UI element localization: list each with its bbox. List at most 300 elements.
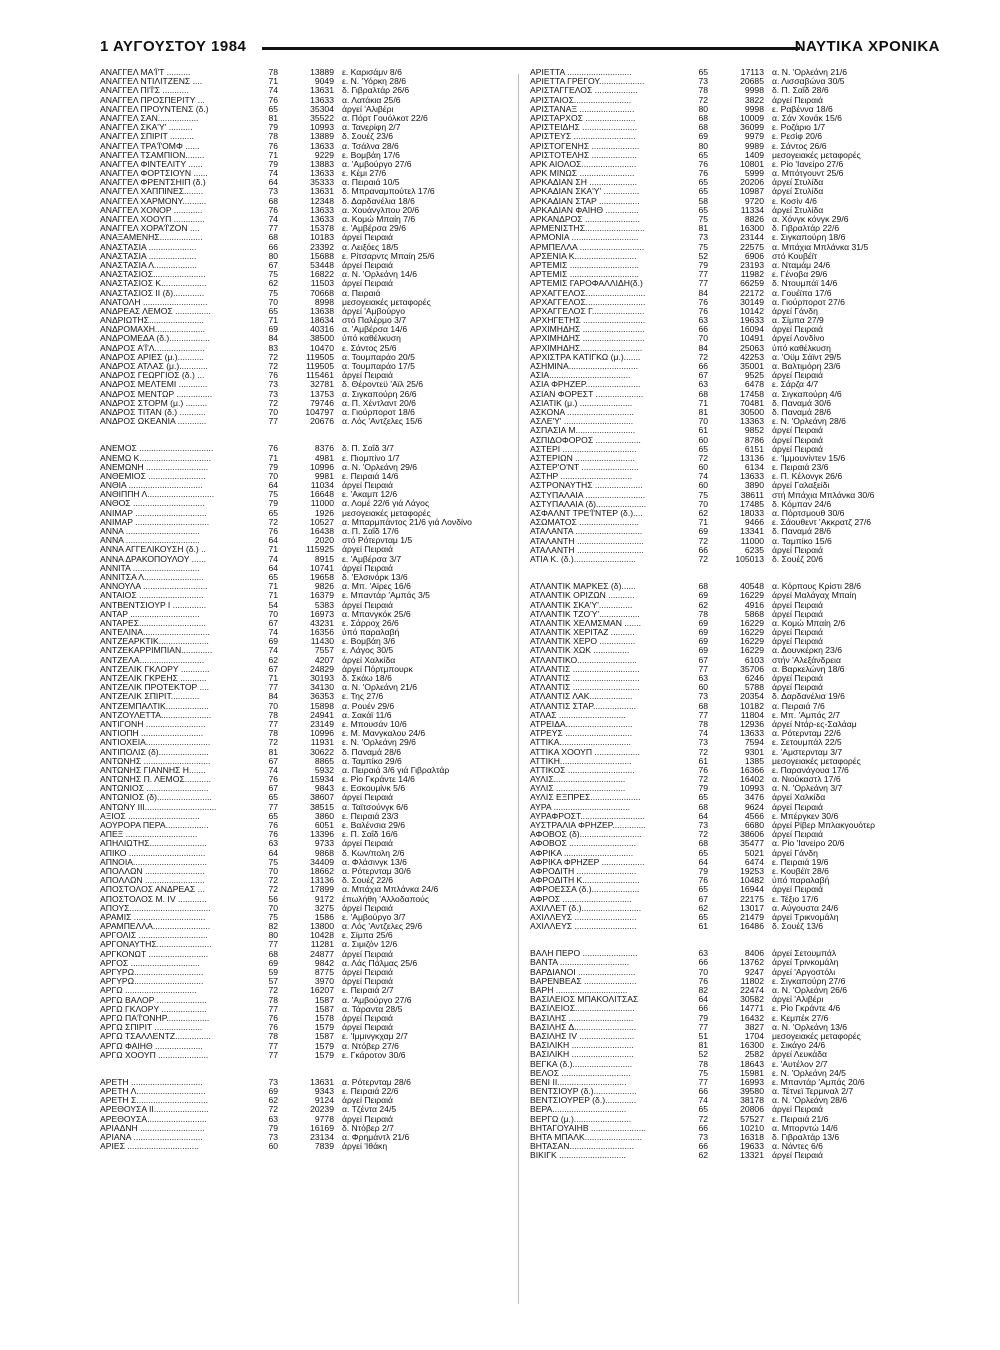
- ship-tonnage: 6151: [744, 443, 764, 454]
- ship-tonnage: 10741: [310, 562, 334, 573]
- ship-status: άργεί Ντάρ-ες-Σαλάαμ: [772, 719, 857, 729]
- ship-row: [100, 1014, 512, 1023]
- ship-row: [100, 1023, 512, 1032]
- ship-status: α. 'Οϋμ Σάϊντ 29/5: [772, 352, 842, 362]
- ship-row: [100, 784, 512, 793]
- ship-status: α. Μπαρμπάντος 21/6 γιά Λονδίνο: [342, 517, 472, 527]
- ship-status: άργεί Γαλαξείδι: [772, 481, 830, 491]
- header-rule: [262, 47, 800, 50]
- ship-name: ΑΝΤΖΕΛΙΚ ΣΠΙΡΙΤ............: [100, 692, 200, 702]
- ship-row: [100, 390, 512, 399]
- ship-row: [100, 142, 512, 151]
- ship-tonnage: 16438: [310, 526, 334, 536]
- ship-status: α. Σακάϊ 11/6: [342, 710, 392, 720]
- ship-status: α. Δουνκέρκη 23/6: [772, 646, 842, 656]
- ship-row: [100, 950, 512, 959]
- ship-year: 75: [698, 1067, 708, 1078]
- ship-tonnage: 34409: [310, 856, 334, 867]
- ship-year: 62: [268, 278, 278, 289]
- ship-row: [530, 738, 942, 747]
- ship-tonnage: 119505: [305, 351, 334, 362]
- ship-tonnage: 16229: [740, 645, 764, 656]
- ship-name: ΑΝΑΓΓΕΛ ΦΟΡΤΣΙΟΥΝ ......: [100, 169, 208, 179]
- ship-name: ΑΝΤΑΡΕΣ............................: [100, 618, 206, 628]
- ship-name: ΑΡΕΤΗ Λ.............................: [100, 1087, 206, 1097]
- ship-year: 76: [698, 875, 708, 886]
- ship-name: ΑΝΔΡΟΣ ΜΕΝΤΩΡ ...............: [100, 389, 213, 399]
- ship-group: [100, 444, 512, 1060]
- ship-tonnage: 13631: [310, 85, 334, 96]
- ship-row: [530, 968, 942, 977]
- ship-name: ΑΡΙΣΤΑΡΧΟΣ .....................: [530, 113, 636, 123]
- ship-year: 77: [268, 1040, 278, 1051]
- ship-tonnage: 9343: [314, 1086, 334, 1097]
- ship-tonnage: 10183: [310, 232, 334, 243]
- ship-year: 68: [698, 122, 708, 133]
- ship-tonnage: 20206: [740, 177, 764, 188]
- ship-row: [100, 444, 512, 453]
- ship-status: ε. Σάρροχ 26/6: [342, 618, 399, 628]
- ship-name: ΑΡΓΩ ΧΟΟΥΠ .....................: [100, 1050, 209, 1060]
- ship-name: ΑΣΤΡΟΝΑΥΤΗΣ ....................: [530, 481, 643, 491]
- ship-row: [100, 380, 512, 389]
- ship-tonnage: 9868: [314, 847, 334, 858]
- ship-status: ε. 'Ακαμπ 12/6: [342, 490, 398, 500]
- ship-row: [100, 325, 512, 334]
- ship-row: [100, 197, 512, 206]
- ship-year: 77: [268, 682, 278, 693]
- ship-status: άργεί Πειραιά: [342, 545, 393, 555]
- ship-name: ΑΡΑΜΠΕΛΛΑ........................: [100, 922, 211, 932]
- ship-year: 64: [268, 177, 278, 188]
- ship-status: α. Χόνγκ κόνγκ 29/6: [772, 215, 849, 224]
- ship-status: άργεί Πειραιά: [342, 793, 393, 803]
- ship-name: ΑΝΕΜΩ Κ..............................: [100, 453, 212, 463]
- ship-row: [100, 656, 512, 665]
- ship-status: άργεί Πειραιά: [342, 968, 393, 977]
- ship-name: ΑΝΤΖΕΛΙΚ ΓΚΛΟΡΥ ............: [100, 664, 210, 674]
- ship-status: ε. Πειραιά 21/6: [772, 1114, 829, 1124]
- ship-tonnage: 21479: [740, 911, 764, 922]
- ship-year: 76: [268, 1012, 278, 1023]
- ship-status: άργεί Πειραιά: [772, 435, 823, 445]
- ship-row: [100, 904, 512, 913]
- ship-status: ύπό καθέλκυση: [772, 343, 831, 353]
- ship-status: ε. Ν. 'Υόρκη 28/6: [342, 77, 407, 87]
- ship-status: ε. Γένοβα 29/6: [772, 270, 828, 280]
- ship-year: 65: [698, 884, 708, 895]
- ship-tonnage: 23134: [310, 1132, 334, 1142]
- ship-name: ΑΥΡΑ ................................: [530, 802, 630, 812]
- ship-tonnage: 15378: [310, 223, 334, 234]
- ship-year: 72: [698, 452, 708, 463]
- ship-status: ε. Πειραιά 14/6: [342, 471, 399, 481]
- ship-name: ΑΤΛΑΝΤΙΣ ............................: [530, 683, 640, 693]
- ship-status: άργεί Πειραιά: [772, 609, 823, 619]
- ship-year: 75: [698, 241, 708, 252]
- ship-status: α. Ν. 'Ορλεάνη 13/6: [772, 1022, 848, 1032]
- ship-status: άργεί Γάνδη: [772, 848, 818, 858]
- ship-tonnage: 16486: [740, 921, 764, 932]
- ship-name: ΑΠΕΞ ..............................: [100, 830, 198, 840]
- ship-name: ΑΥΣΤΡΑΛΙΑ ΦΡΗΖΕΡ..............: [530, 821, 646, 830]
- ship-row: [100, 518, 512, 527]
- ship-year: 72: [698, 351, 708, 362]
- ship-status: άργεί 'Αλιβέρι: [342, 104, 394, 114]
- ship-year: 73: [268, 379, 278, 390]
- ship-name: ΑΣΦΑΛΝΤ ΤΡΕ'Ϊ'ΝΤΕΡ (δ.)....: [530, 509, 643, 518]
- ship-name: ΒΑΛΗ ΠΕΡΟ .......................: [530, 949, 638, 959]
- ship-status: άργεί Πειραιά: [772, 1105, 823, 1115]
- ship-status: ε. Παρανάγουα 17/6: [772, 765, 849, 775]
- ship-year: 71: [268, 76, 278, 87]
- ship-tonnage: 16169: [310, 1122, 334, 1133]
- ship-tonnage: 10993: [310, 122, 334, 133]
- ship-status: ε. Π. Κέλονγκ 26/6: [772, 472, 843, 482]
- ship-name: ΑΦΡΟΔΙΤΗ .........................: [530, 866, 637, 876]
- ship-tonnage: 10182: [740, 700, 764, 711]
- ship-name: ΑΝΔΡΟΜΕΔΑ (δ.).................: [100, 334, 210, 344]
- ship-status: άργεί Πειραιά: [342, 839, 393, 849]
- ship-status: δ. Δαρδανέλια 19/6: [772, 692, 845, 702]
- ship-tonnage: 22575: [740, 241, 764, 252]
- ship-tonnage: 13321: [740, 1150, 764, 1161]
- ship-name: ΑΧΙΛΛΕΥΣ ..........................: [530, 912, 637, 922]
- ship-row: [100, 803, 512, 812]
- ship-row: [530, 674, 942, 683]
- ship-tonnage: 7839: [314, 1141, 334, 1152]
- ship-name: ΑΡΚ ΜΙΝΩΣ .......................: [530, 169, 635, 179]
- ship-name: ΑΡΓΟΣ .............................: [100, 958, 200, 968]
- ship-year: 63: [698, 673, 708, 683]
- ship-tonnage: 8826: [744, 214, 764, 224]
- ship-row: [530, 582, 942, 591]
- ship-year: 78: [268, 131, 278, 142]
- ship-name: ΑΠΟΛΛΩΝ .........................: [100, 876, 205, 886]
- ship-name: ΑΤΛΑΝΤΙΚ ΧΕΡΙΤΑΖ ..........: [530, 628, 635, 638]
- ship-row: [100, 261, 512, 270]
- ship-name: ΑΦΡΟΣ .............................: [530, 894, 632, 904]
- ship-name: ΑΝΑΓΓΕΛ ΦΙΝΤΕΛΙΤΥ ......: [100, 159, 203, 169]
- ship-tonnage: 1587: [314, 1031, 334, 1042]
- ship-year: 73: [268, 1076, 278, 1087]
- ship-row: [530, 371, 942, 380]
- ship-tonnage: 9842: [314, 957, 334, 968]
- ship-row: [530, 509, 942, 518]
- ship-status: άργεί Πειραιά: [342, 903, 393, 913]
- ship-status: α. Ν. 'Ορλεάνη 14/6: [342, 270, 418, 280]
- ship-tonnage: 16822: [310, 269, 334, 280]
- ship-year: 77: [698, 709, 708, 720]
- ship-name: ΑΝΘΟΣ ..............................: [100, 499, 205, 509]
- ship-tonnage: 11034: [310, 480, 334, 491]
- ship-name: ΑΝΙΜΑΡ ..............................: [100, 508, 207, 518]
- ship-name: ΑΣΠΙΔΟΦΟΡΟΣ ...................: [530, 435, 641, 445]
- ship-year: 78: [698, 85, 708, 96]
- ship-status: ύπό παραλαβή: [342, 628, 400, 638]
- ship-year: 65: [698, 1104, 708, 1115]
- ship-status: ε. Μπαντάρ 'Αμπάς 3/5: [342, 591, 430, 601]
- ship-row: [100, 582, 512, 591]
- ship-tonnage: 9979: [744, 131, 764, 142]
- ship-row: [530, 233, 942, 242]
- ship-year: 81: [698, 406, 708, 417]
- ship-year: 72: [698, 1113, 708, 1124]
- ship-name: ΑΣΙΑΝ ΦΟΡΕΣΤ ....................: [530, 389, 644, 399]
- ship-year: 79: [698, 1012, 708, 1023]
- ship-name: ΑΝΔΡΟΣ ΜΕΛΤΕΜΙ ............: [100, 380, 208, 390]
- ship-year: 75: [698, 489, 708, 500]
- ship-status: άργεί 'Ιθάκη: [342, 1142, 388, 1152]
- ship-status: ε. Εσκουμίνκ 5/6: [342, 784, 406, 794]
- ship-status: μεσογειακές μεταφορές: [772, 150, 861, 160]
- ship-status: άργεί Πειραιά: [342, 279, 393, 289]
- ship-status: δ. Σουέζ 22/6: [342, 876, 394, 886]
- ship-tonnage: 13800: [310, 921, 334, 932]
- ship-tonnage: 20685: [740, 76, 764, 87]
- ship-tonnage: 40316: [310, 324, 334, 335]
- ship-status: άργεί Στυλίδα: [772, 187, 824, 197]
- ship-year: 70: [268, 470, 278, 481]
- ship-row: [530, 1115, 942, 1124]
- ship-name: ΒΑΣΙΛΕΙΟΣ.........................: [530, 1004, 635, 1014]
- ship-year: 77: [268, 718, 278, 729]
- ship-year: 59: [268, 967, 278, 977]
- ship-name: ΒΕΝΙ ΙΙ.............................: [530, 1077, 627, 1087]
- ship-name: ΑΝΔΡΟΣ ΑΤΛΑΣ (μ.)............: [100, 362, 208, 371]
- ship-name: ΑΝΤΖΕΛΙΚ ΓΚΡΕΗΣ ...........: [100, 674, 207, 683]
- ship-year: 62: [698, 902, 708, 913]
- ship-tonnage: 7594: [744, 737, 764, 748]
- ship-row: [530, 417, 942, 426]
- ship-status: άργεί Πειραιά: [342, 1023, 393, 1033]
- ship-tonnage: 9998: [744, 85, 764, 96]
- ship-name: ΒΑΣΙΛΙΚΗ ..........................: [530, 1041, 634, 1051]
- ship-tonnage: 6246: [744, 673, 764, 683]
- ship-tonnage: 16229: [740, 590, 764, 601]
- ship-year: 77: [268, 1003, 278, 1014]
- ship-tonnage: 36099: [740, 122, 764, 133]
- ship-status: δ. Γιβραλτάρ 13/6: [772, 1133, 840, 1142]
- ship-tonnage: 1579: [314, 1022, 334, 1033]
- ship-status: στήν 'Αλεξάνδρεια: [772, 655, 841, 665]
- ship-status: ε. Ν. 'Ορλεάνη 29/6: [342, 738, 416, 748]
- ship-row: [100, 233, 512, 242]
- ship-status: ε. Π. Σαΐδ 16/6: [342, 830, 398, 840]
- ship-year: 63: [698, 948, 708, 959]
- ship-status: α. Ν. 'Ορλεάνη 29/6: [342, 462, 418, 472]
- ship-name: ΑΝΑΓΓΕΛ ΠΡΟΥΝΤΕΝΣ (δ.): [100, 104, 209, 114]
- ship-tonnage: 11000: [310, 498, 334, 509]
- ship-name: ΑΝΑΓΓΕΛ ΠΙ'Ϊ'Σ ...........: [100, 86, 189, 96]
- ship-row: [530, 298, 942, 307]
- ship-year: 80: [268, 930, 278, 941]
- ship-tonnage: 23193: [740, 259, 764, 270]
- ship-year: 60: [698, 480, 708, 491]
- ship-name: ΑΡΜΠΕΛΛΑ ...........................: [530, 242, 645, 252]
- ship-row: [100, 1051, 512, 1060]
- ship-name: ΑΤΛΑΝΤΙΣ ............................: [530, 674, 640, 683]
- ship-tonnage: 8376: [314, 443, 334, 454]
- ship-year: 66: [698, 1122, 708, 1133]
- ship-year: 69: [268, 636, 278, 647]
- ship-row: [100, 509, 512, 518]
- ship-tonnage: 16229: [740, 627, 764, 638]
- ship-row: [530, 426, 942, 435]
- ship-year: 73: [698, 76, 708, 87]
- ship-year: 51: [698, 1030, 708, 1041]
- ship-status: άργεί Χαλκίδα: [772, 793, 826, 803]
- ship-name: ΑΝΝΙΤΣΑ Λ.........................: [100, 572, 204, 582]
- ship-year: 76: [698, 975, 708, 986]
- ship-row: [530, 812, 942, 821]
- ship-name: ΑΝΤΕΛΙΝΑ............................: [100, 628, 210, 638]
- ship-group: [530, 582, 942, 931]
- ship-row: [530, 1032, 942, 1041]
- ship-name: ΒΙΚΙΓΚ ............................: [530, 1151, 626, 1161]
- ship-year: 64: [698, 994, 708, 1005]
- ship-year: 72: [268, 516, 278, 527]
- ship-tonnage: 35706: [740, 663, 764, 674]
- ship-status: α. Ν. 'Ορλεάνη 21/6: [342, 683, 418, 693]
- ship-year: 69: [268, 957, 278, 968]
- ship-tonnage: 16973: [310, 608, 334, 619]
- ship-year: 76: [268, 820, 278, 830]
- ship-name: ΑΥΛΙΣ .............................: [530, 784, 626, 794]
- ship-tonnage: 16207: [310, 985, 334, 996]
- ship-status: α. Λάς Πάλμας 25/6: [342, 958, 418, 968]
- ship-tonnage: 104797: [305, 406, 334, 417]
- ship-tonnage: 9301: [744, 746, 764, 757]
- ship-tonnage: 6103: [744, 654, 764, 665]
- ship-tonnage: 16379: [310, 590, 334, 601]
- ship-name: ΑΝΑΓΓΕΛ ΤΣΑΜΠΙΟΝ........: [100, 150, 205, 160]
- ship-name: ΑΣΠΑΣΙΑ Μ.........................: [530, 426, 636, 436]
- ship-status: άργεί Πειραιά: [342, 563, 393, 573]
- ship-row: [530, 610, 942, 619]
- ship-name: ΑΡΓΟΝΑΥΤΗΣ.......................: [100, 940, 212, 950]
- ship-status: ε. Μπαντάρ 'Αμπάς 20/6: [772, 1077, 865, 1087]
- ship-name: ΑΝΤΩΝΗΣ Π. ΛΕΜΟΣ...........: [100, 775, 211, 785]
- ship-name: ΒΕΝΤΣΙΟΥΡΕΡ (δ.).............: [530, 1096, 637, 1106]
- ship-name: ΑΣΙΑ ΦΡΗΖΕΡ.......................: [530, 380, 641, 390]
- ship-status: α. Κόρπους Κρίστι 28/6: [772, 582, 861, 592]
- ship-status: άργεί Πειραιά: [772, 444, 823, 454]
- ship-year: 77: [698, 278, 708, 289]
- ship-row: [100, 151, 512, 160]
- ship-tonnage: 16944: [740, 884, 764, 895]
- ship-status: άργεί 'Αλιβέρι: [772, 995, 824, 1005]
- ship-year: 67: [698, 654, 708, 665]
- ship-row: [530, 849, 942, 858]
- ship-row: [100, 720, 512, 729]
- ship-tonnage: 13631: [310, 1076, 334, 1087]
- ship-year: 66: [698, 324, 708, 335]
- ship-status: α. Λομέ 22/6 γιά Λάγος: [342, 499, 430, 509]
- ship-status: α. Ν. 'Ορλεάνη 26/6: [772, 986, 848, 995]
- ship-status: άργεί Πειραιά: [772, 426, 823, 436]
- ship-status: δ. Γιβραλτάρ 22/6: [772, 224, 840, 234]
- ship-row: [530, 224, 942, 233]
- ship-tonnage: 11931: [310, 737, 334, 748]
- ship-row: [530, 1014, 942, 1023]
- ship-name: ΑΝΑΣΤΑΣΙΟΣ......................: [100, 270, 206, 280]
- ship-name: ΑΤΛΑΝΤΙΚ ΧΕΡΟ ...............: [530, 637, 636, 647]
- ship-tonnage: 9843: [314, 783, 334, 794]
- ship-year: 68: [268, 195, 278, 206]
- ship-row: [100, 573, 512, 582]
- ship-year: 73: [698, 737, 708, 748]
- ship-row: [530, 362, 942, 371]
- ship-year: 73: [268, 388, 278, 399]
- ship-tonnage: 4207: [314, 654, 334, 665]
- ship-name: ΑΝΙΜΑΡ ...............................: [100, 517, 210, 527]
- ship-row: [100, 545, 512, 554]
- ship-year: 65: [698, 186, 708, 197]
- ship-status: ε. Βαλένσια 29/6: [342, 821, 406, 830]
- ship-status: άργεί Πειραιά: [772, 885, 823, 895]
- ship-status: ε. Σάουθεντ 'Ακκρατζ 27/6: [772, 518, 872, 528]
- ship-row: [530, 142, 942, 151]
- ship-name: ΑΤΛΑΝΤΙΚ ΧΩΚ ...............: [530, 646, 630, 656]
- ship-row: [100, 454, 512, 463]
- ship-year: 84: [698, 287, 708, 298]
- ship-row: [530, 160, 942, 169]
- ship-tonnage: 6235: [744, 544, 764, 555]
- ship-row: [100, 968, 512, 977]
- ship-tonnage: 13883: [310, 158, 334, 169]
- ship-row: [530, 885, 942, 894]
- ship-year: 65: [698, 847, 708, 858]
- ship-tonnage: 19253: [740, 865, 764, 876]
- ship-tonnage: 16356: [310, 627, 334, 638]
- ship-year: 70: [698, 416, 708, 427]
- ship-tonnage: 16432: [740, 1012, 764, 1023]
- ship-row: [100, 867, 512, 876]
- ship-row: [530, 1105, 942, 1114]
- ship-name: ΑΝΝΑ ΔΡΑΚΟΠΟΥΛΟΥ ......: [100, 554, 206, 564]
- ship-tonnage: 70668: [310, 287, 334, 298]
- ship-year: 81: [698, 223, 708, 234]
- ship-row: [100, 243, 512, 252]
- ship-row: [530, 86, 942, 95]
- ship-row: [530, 270, 942, 279]
- ship-status: δ. Σουέζ 20/6: [772, 554, 824, 564]
- ship-name: ΑΡΕΘΟΥΣΑ ΙΙ.......................: [100, 1105, 209, 1115]
- ship-row: [530, 518, 942, 527]
- ship-name: ΑΝΕΜΟΣ ...............................: [100, 444, 214, 454]
- ship-row: [100, 849, 512, 858]
- ship-name: ΒΑΣΙΛΙΚΗ ..........................: [530, 1050, 634, 1060]
- ship-status: δ. Π. Σαΐδ 3/7: [342, 444, 394, 454]
- ship-tonnage: 5999: [744, 168, 764, 179]
- ship-status: ε. Κοσίν 4/6: [772, 196, 817, 206]
- ship-name: ΒΗΤΑΓΟΥΑΙΗΒ .......................: [530, 1123, 646, 1133]
- ship-status: δ. Ντόβερ 2/7: [342, 1123, 394, 1133]
- ship-tonnage: 12936: [740, 718, 764, 729]
- ship-tonnage: 35333: [310, 177, 334, 188]
- ship-name: ΑΥΡΑΦΡΟΣΤ...........................: [530, 811, 645, 821]
- ship-name: ΒΑΣΙΛΗΣ Δ..........................: [530, 1022, 637, 1032]
- ship-tonnage: 38515: [310, 801, 334, 812]
- ship-tonnage: 53448: [310, 259, 334, 270]
- ship-tonnage: 1586: [314, 911, 334, 922]
- ship-status: στό Παλέρμο 3/7: [342, 316, 407, 326]
- ship-year: 65: [698, 149, 708, 160]
- ship-year: 65: [698, 177, 708, 188]
- ship-status: ε. Γκάροτον 30/6: [342, 1050, 406, 1060]
- ship-name: ΑΤΛΑΝΤΙΣ ............................: [530, 664, 640, 674]
